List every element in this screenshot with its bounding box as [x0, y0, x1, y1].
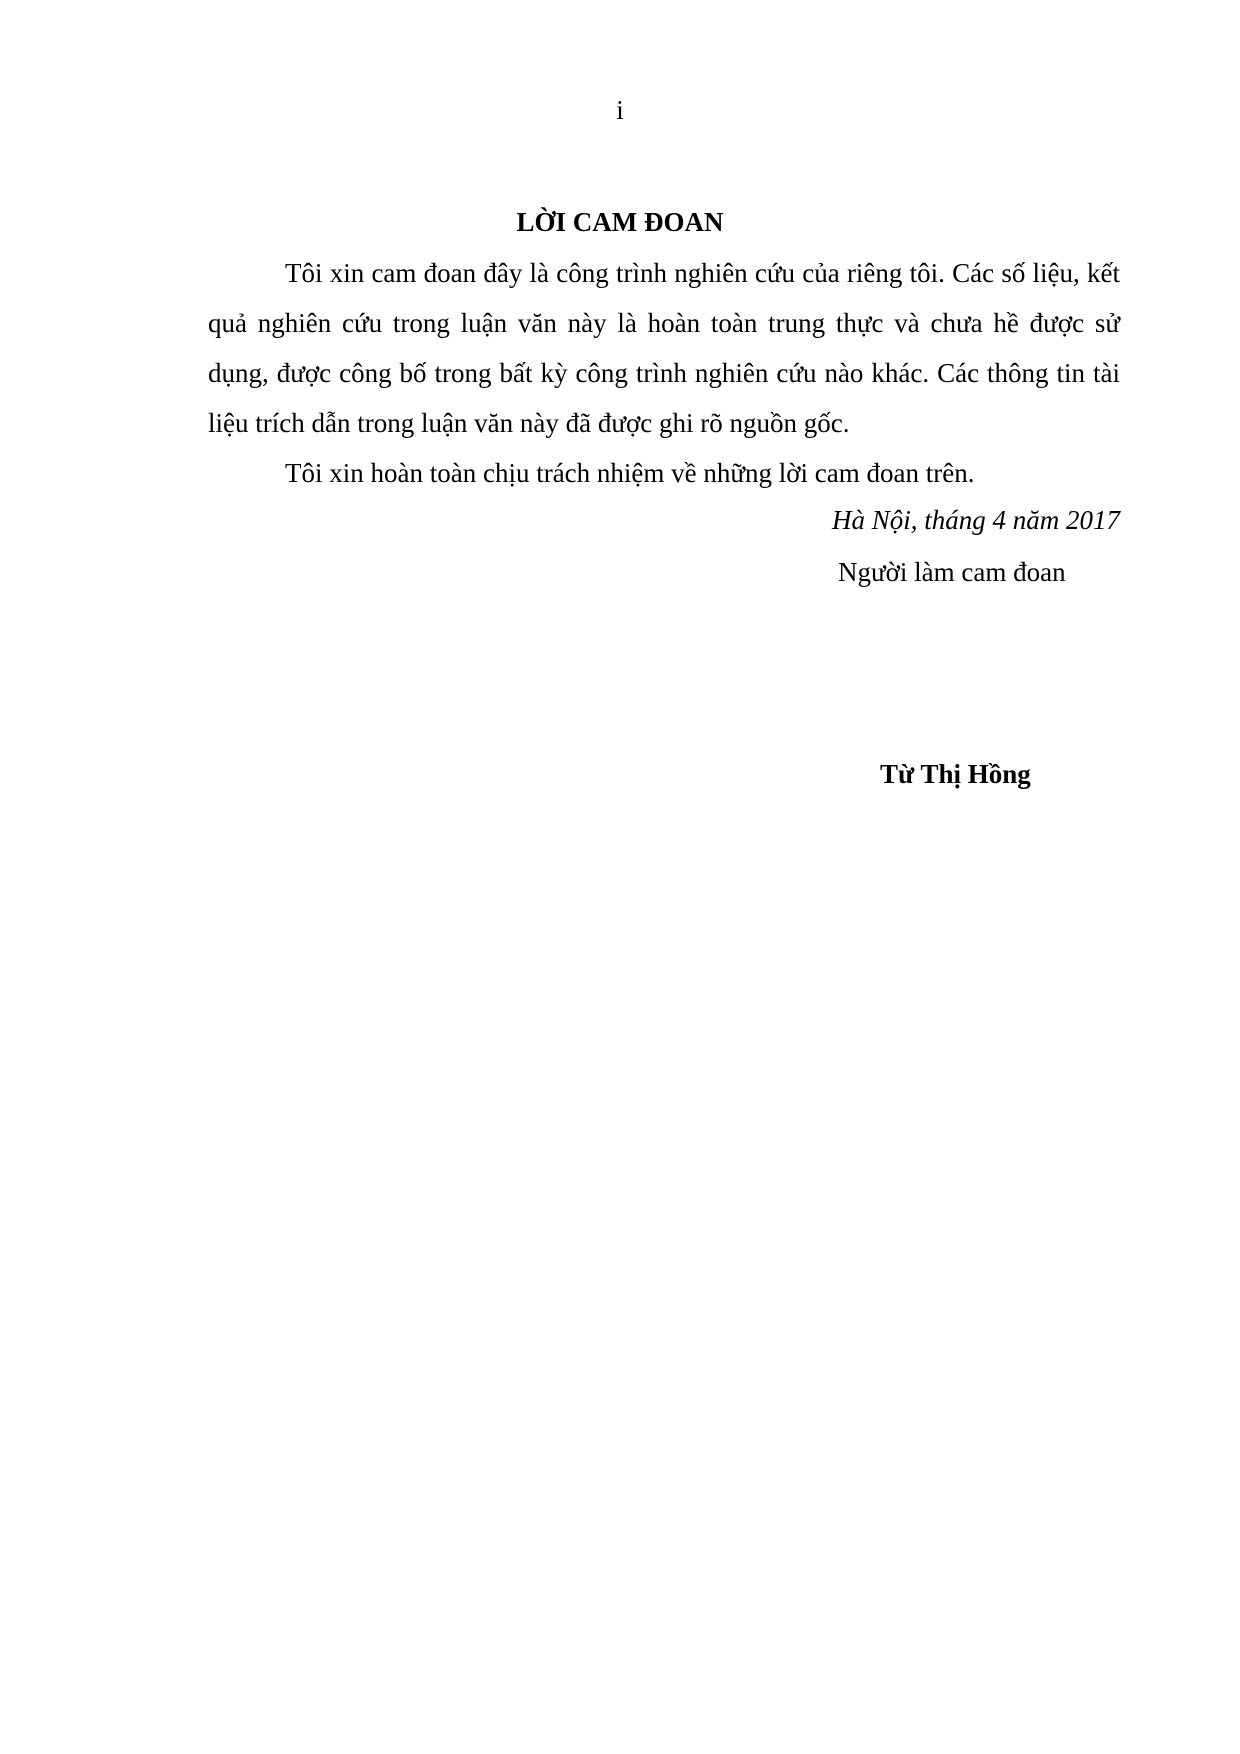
page-number: i [616, 95, 624, 125]
declaration-paragraph: Tôi xin hoàn toàn chịu trách nhiệm về những lời cam đoan trên. [285, 458, 975, 488]
signer-role: Người làm cam đoan [838, 557, 1066, 587]
page-title: LỜI CAM ĐOAN [516, 207, 724, 237]
signer-name: Từ Thị Hồng [880, 759, 1031, 789]
place-date: Hà Nội, tháng 4 năm 2017 [831, 505, 1120, 535]
declaration-paragraph: Tôi xin cam đoan đây là công trình nghiên cứu của riêng tôi. Các số liệu, kết quả nghiên cứu trong luận văn này là hoàn toàn trung thực và chưa hề được sử dụng, được công bố trong bất kỳ công trình nghiên cứu nào khác. Các thông tin tài liệu trích dẫn trong luận văn này đã được ghi rõ nguồn gốc. [208, 258, 1120, 438]
declaration-body [208, 248, 1120, 498]
